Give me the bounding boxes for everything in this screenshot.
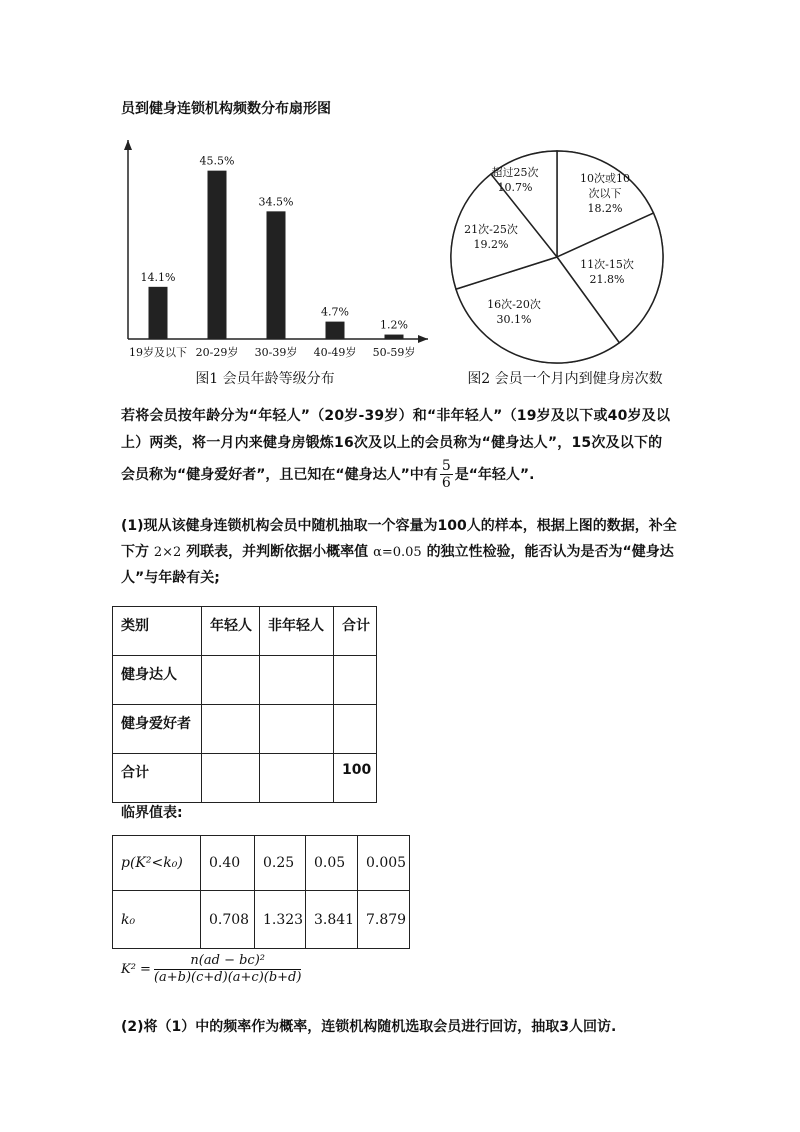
intro-line-1: 若将会员按年龄分为“年轻人”（20岁-39岁）和“非年轻人”（19岁及以下或40岁及以 xyxy=(121,408,671,424)
age-bar-chart xyxy=(110,130,440,395)
table-cell xyxy=(260,705,334,754)
row-label-total: 合计 xyxy=(113,754,202,803)
y-axis-arrow xyxy=(124,140,132,150)
table-row xyxy=(113,891,410,949)
category-label: 50-59岁 xyxy=(372,346,416,359)
intro-line-3-a: 会员称为“健身爱好者”，且已知在“健身达人”中有 xyxy=(121,466,438,483)
intro-line-2: 上）两类，将一月内来健身房锻炼16次及以上的会员称为“健身达人”，15次及以下的 xyxy=(121,435,663,451)
fraction-numerator: 5 xyxy=(441,458,451,474)
bar xyxy=(267,211,286,339)
table-cell: 0.25 xyxy=(255,836,306,891)
chart-title: 图1 会员年龄等级分布 xyxy=(195,371,335,387)
intro-line-3 xyxy=(121,458,534,491)
q1-line-2-b: 列联表，并判断依据小概率值 xyxy=(186,544,369,560)
section-heading: 员到健身连锁机构频数分布扇形图 xyxy=(121,101,331,117)
header-category: 类别 xyxy=(113,607,202,656)
bar-value-label: 45.5% xyxy=(199,154,235,168)
bar-value-label: 14.1% xyxy=(140,270,176,284)
table-cell xyxy=(334,705,377,754)
fraction-denominator: 6 xyxy=(441,475,451,491)
table-cell xyxy=(202,656,260,705)
x-axis-arrow xyxy=(418,335,428,343)
pie-slice-label: 16次-20次 30.1% xyxy=(487,298,541,326)
table-row xyxy=(113,705,377,754)
intro-line-3-b: 是“年轻人”. xyxy=(454,466,535,483)
header-not-young: 非年轻人 xyxy=(260,607,334,656)
table-cell xyxy=(202,754,260,803)
category-label: 40-49岁 xyxy=(313,346,357,359)
alpha-value: α=0.05 xyxy=(373,545,422,560)
pie-slice-label: 10次或10 次以下 18.2% xyxy=(580,172,630,215)
row-label-fitness-enthusiast: 健身爱好者 xyxy=(113,705,202,754)
category-label: 20-29岁 xyxy=(195,346,239,359)
formula-numerator: n(ad − bc)² xyxy=(154,953,302,970)
table-row xyxy=(113,836,410,891)
pie-slice-label: 21次-25次 19.2% xyxy=(464,223,518,251)
table-cell: 0.005 xyxy=(358,836,410,891)
header-total: 合计 xyxy=(334,607,377,656)
category-label: 30-39岁 xyxy=(254,346,298,359)
bar xyxy=(208,171,227,339)
five-sixths-fraction xyxy=(440,458,453,491)
header-young: 年轻人 xyxy=(202,607,260,656)
row-label-fitness-expert: 健身达人 xyxy=(113,656,202,705)
q1-line-1: (1)现从该健身连锁机构会员中随机抽取一个容量为100人的样本，根据上图的数据，补全 xyxy=(121,518,677,534)
table-cell xyxy=(334,656,377,705)
k0-label: k₀ xyxy=(113,891,201,949)
table-size-label: 2×2 xyxy=(153,545,182,560)
bar-value-label: 34.5% xyxy=(258,195,294,209)
critical-table-label: 临界值表: xyxy=(121,805,183,821)
formula-lhs: K² = xyxy=(121,962,151,977)
contingency-table xyxy=(112,606,377,803)
table-cell xyxy=(260,656,334,705)
table-row xyxy=(113,607,377,656)
visits-pie-chart xyxy=(440,130,680,395)
formula-fraction xyxy=(154,953,302,986)
bar xyxy=(385,335,404,339)
probability-label: p(K²<k₀) xyxy=(113,836,201,891)
table-cell: 1.323 xyxy=(255,891,306,949)
bar-value-label: 4.7% xyxy=(321,305,349,319)
table-cell: 0.40 xyxy=(201,836,255,891)
category-label: 19岁及以下 xyxy=(129,346,187,359)
q2-line: (2)将（1）中的频率作为概率，连锁机构随机选取会员进行回访，抽取3人回访. xyxy=(121,1019,617,1035)
table-row xyxy=(113,754,377,803)
table-cell: 7.879 xyxy=(358,891,410,949)
q1-line-2-c: 的独立性检验，能否认为是否为“健身达 xyxy=(426,544,674,560)
table-cell xyxy=(260,754,334,803)
pie-slice-label: 11次-15次 21.8% xyxy=(580,258,634,286)
table-row xyxy=(113,656,377,705)
q1-line-3: 人”与年龄有关; xyxy=(121,570,220,586)
bar xyxy=(149,287,168,339)
table-cell xyxy=(202,705,260,754)
q1-line-2 xyxy=(121,545,674,559)
table-cell: 0.708 xyxy=(201,891,255,949)
k-squared-formula xyxy=(121,953,301,986)
table-cell: 0.05 xyxy=(306,836,358,891)
bar-value-label: 1.2% xyxy=(380,318,408,332)
q1-line-2-a: 下方 xyxy=(121,544,149,560)
bar xyxy=(326,322,345,339)
grand-total-cell: 100 xyxy=(334,754,377,803)
pie-slice-label: 超过25次 10.7% xyxy=(491,166,539,194)
formula-denominator: (a+b)(c+d)(a+c)(b+d) xyxy=(153,970,302,985)
critical-value-table xyxy=(112,835,410,949)
table-cell: 3.841 xyxy=(306,891,358,949)
chart-title: 图2 会员一个月内到健身房次数 xyxy=(467,371,663,387)
